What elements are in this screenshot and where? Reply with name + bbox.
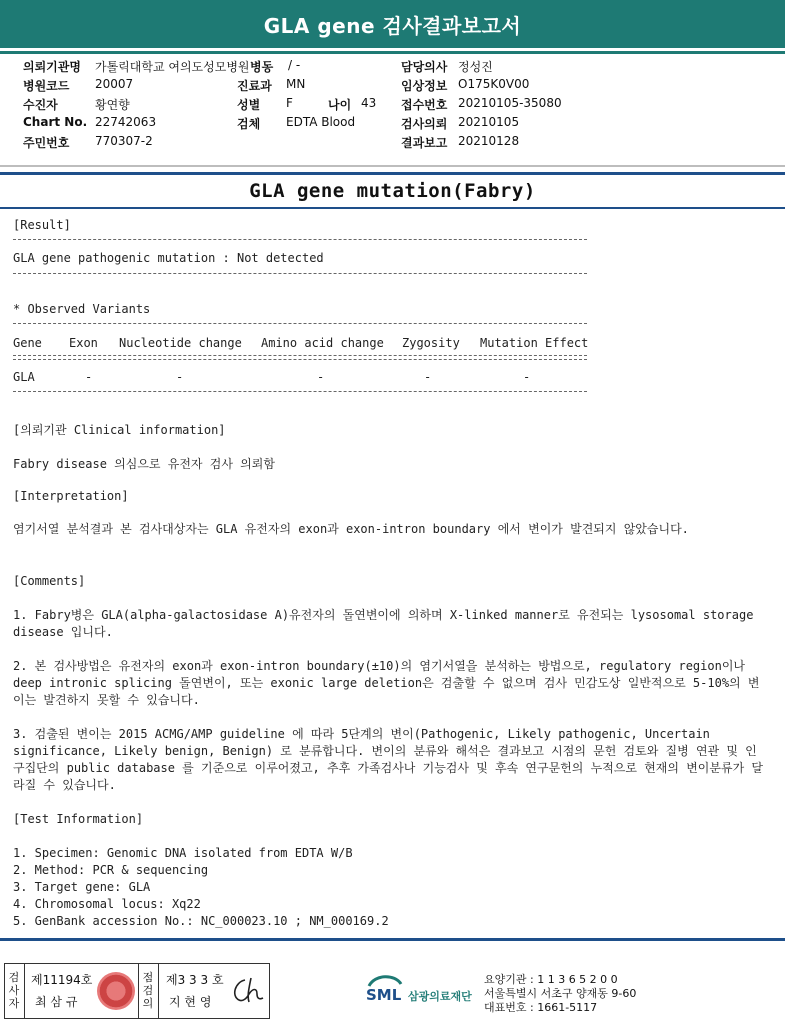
footer-rule [0, 938, 785, 941]
recipient-value: 황연향 [95, 98, 130, 112]
test-info-item: 1. Specimen: Genomic DNA isolated from EDTA W/B [13, 846, 353, 860]
report-title-bar [0, 0, 785, 51]
ward-value: / - [288, 58, 301, 72]
variant-cell-amino: - [317, 370, 325, 384]
resident-value: 770307-2 [95, 134, 153, 148]
sex-label: 성별 [237, 98, 261, 112]
chart-value: 22742063 [95, 115, 157, 129]
variant-cell-gene: GLA [13, 370, 35, 384]
department-value: MN [286, 77, 306, 91]
test-info-item: 3. Target gene: GLA [13, 880, 151, 894]
variant-cell-zygosity: - [424, 370, 432, 384]
clinical-label: 임상정보 [401, 79, 448, 93]
result-text: GLA gene pathogenic mutation : Not detected [13, 251, 324, 265]
divider [13, 391, 587, 392]
doctor-value: 정성진 [458, 60, 493, 74]
recipient-label: 수진자 [23, 98, 58, 112]
inspector-label: 검사자 [8, 971, 20, 1010]
sex-value: F [286, 96, 293, 110]
observed-header: * Observed Variants [13, 302, 151, 316]
ward-label: 병동 [250, 60, 274, 74]
comment-1: 1. Fabry병은 GLA(alpha-galactosidase A)유전자의 돌연변이에 의하며 X-linked manner로 유전되는 lysosomal storage disease 입니다. [13, 608, 754, 639]
reviewer-license: 제3 3 3 호 [166, 973, 224, 987]
divider [158, 964, 159, 1018]
test-info-item: 4. Chromosomal locus: Xq22 [13, 897, 201, 911]
clinical-header: [의뢰기관 Clinical information] [13, 423, 226, 437]
variant-col-effect: Mutation Effect [480, 336, 589, 350]
comment-3: 3. 검출된 변이는 2015 ACMG/AMP guideline 에 따라 5단계의 변이(Pathogenic, Likely pathogenic, Uncertain significance, Likely benign, Benign) 로 분류합니다. 변이의 분류와 해석은 결과보고 시점의 문헌 검토와 질병 연관 및 인구집단의 public database 를 기준으로 이루어졌고, 추후 가족검사나 기능검사 및 후속 연구문헌의 누적으로 현재의 변이분류가 달라질 수 있습니다. [13, 727, 763, 792]
clinical-value: O175K0V00 [458, 77, 530, 91]
reviewer-label: 점검의 [142, 971, 154, 1010]
divider [24, 964, 25, 1018]
official-seal [97, 972, 135, 1010]
info-divider [0, 165, 785, 167]
interpretation-header: [Interpretation] [13, 489, 129, 503]
specimen-value: EDTA Blood [286, 115, 356, 129]
interpretation-text: 염기서열 분석결과 본 검사대상자는 GLA 유전자의 exon과 exon-intron boundary 에서 변이가 발견되지 않았습니다. [13, 522, 689, 536]
section-top-rule [0, 172, 785, 175]
doctor-label: 담당의사 [401, 60, 448, 74]
company-address: 서울특별시 서초구 양재동 9-60 [484, 987, 637, 1000]
report-label: 결과보고 [401, 136, 448, 150]
report-footer [0, 945, 785, 1030]
section-bottom-rule [0, 207, 785, 209]
variant-col-gene: Gene [13, 336, 42, 350]
hospital-code-label: 병원코드 [23, 79, 70, 93]
department-label: 진료과 [237, 79, 272, 93]
variant-col-zygosity: Zygosity [402, 336, 460, 350]
divider [13, 239, 587, 240]
company-name: 삼광의료재단 [408, 990, 472, 1003]
age-value: 43 [361, 96, 377, 110]
age-label: 나이 [328, 98, 352, 112]
chart-label: Chart No. [23, 115, 88, 129]
institution-label: 의뢰기관명 [23, 60, 81, 74]
test-info-item: 5. GenBank accession No.: NC_000023.10 ; NM_000169.2 [13, 914, 389, 928]
variant-col-amino: Amino acid change [261, 336, 384, 350]
report-value: 20210128 [458, 134, 520, 148]
section-title: GLA gene mutation(Fabry) [249, 180, 536, 202]
comments-header: [Comments] [13, 574, 86, 588]
specimen-label: 검체 [237, 117, 261, 131]
divider [13, 355, 587, 360]
result-header: [Result] [13, 218, 71, 232]
divider [13, 323, 587, 324]
signature-image [227, 974, 265, 1008]
patient-info [0, 52, 785, 164]
test-request-label: 검사의뢰 [401, 117, 448, 131]
reviewer-name: 지 현 영 [169, 995, 212, 1009]
variant-col-exon: Exon [69, 336, 98, 350]
variant-cell-exon: - [85, 370, 93, 384]
company-phone: 대표번호 : 1661-5117 [484, 1001, 598, 1014]
divider [138, 964, 139, 1018]
divider [13, 273, 587, 274]
variant-cell-nucleotide: - [176, 370, 184, 384]
company-logo [365, 972, 495, 1008]
institution-number: 요양기관 : 1 1 3 6 5 2 0 0 [484, 973, 618, 986]
inspector-license: 제11194호 [31, 973, 93, 987]
test-request-value: 20210105 [458, 115, 520, 129]
signature-box [4, 963, 270, 1019]
logo-text: SML [366, 986, 402, 1004]
sml-logo-icon [365, 972, 405, 1008]
test-info-header: [Test Information] [13, 812, 144, 826]
report-title: GLA gene 검사결과보고서 [263, 14, 522, 38]
comment-2: 2. 본 검사방법은 유전자의 exon과 exon-intron boundary(±10)의 염기서열을 분석하는 방법으로, regulatory region이나 deep intronic splicing 돌연변이, 또는 exonic large deletion은 검출할 수 없으며 검사 민감도상 일반적으로 5-10%의 변이는 발견하지 못할 수 있습니다. [13, 659, 760, 707]
variant-cell-effect: - [523, 370, 531, 384]
variant-col-nucleotide: Nucleotide change [119, 336, 242, 350]
inspector-name: 최 삼 규 [35, 995, 78, 1009]
resident-label: 주민번호 [23, 136, 70, 150]
receipt-label: 접수번호 [401, 98, 448, 112]
hospital-code-value: 20007 [95, 77, 134, 91]
company-contact [484, 973, 636, 1015]
clinical-text: Fabry disease 의심으로 유전자 검사 의뢰함 [13, 457, 275, 471]
test-info-item: 2. Method: PCR & sequencing [13, 863, 209, 877]
institution-value: 가톨릭대학교 여의도성모병원 [95, 60, 250, 74]
receipt-value: 20210105-35080 [458, 96, 562, 110]
